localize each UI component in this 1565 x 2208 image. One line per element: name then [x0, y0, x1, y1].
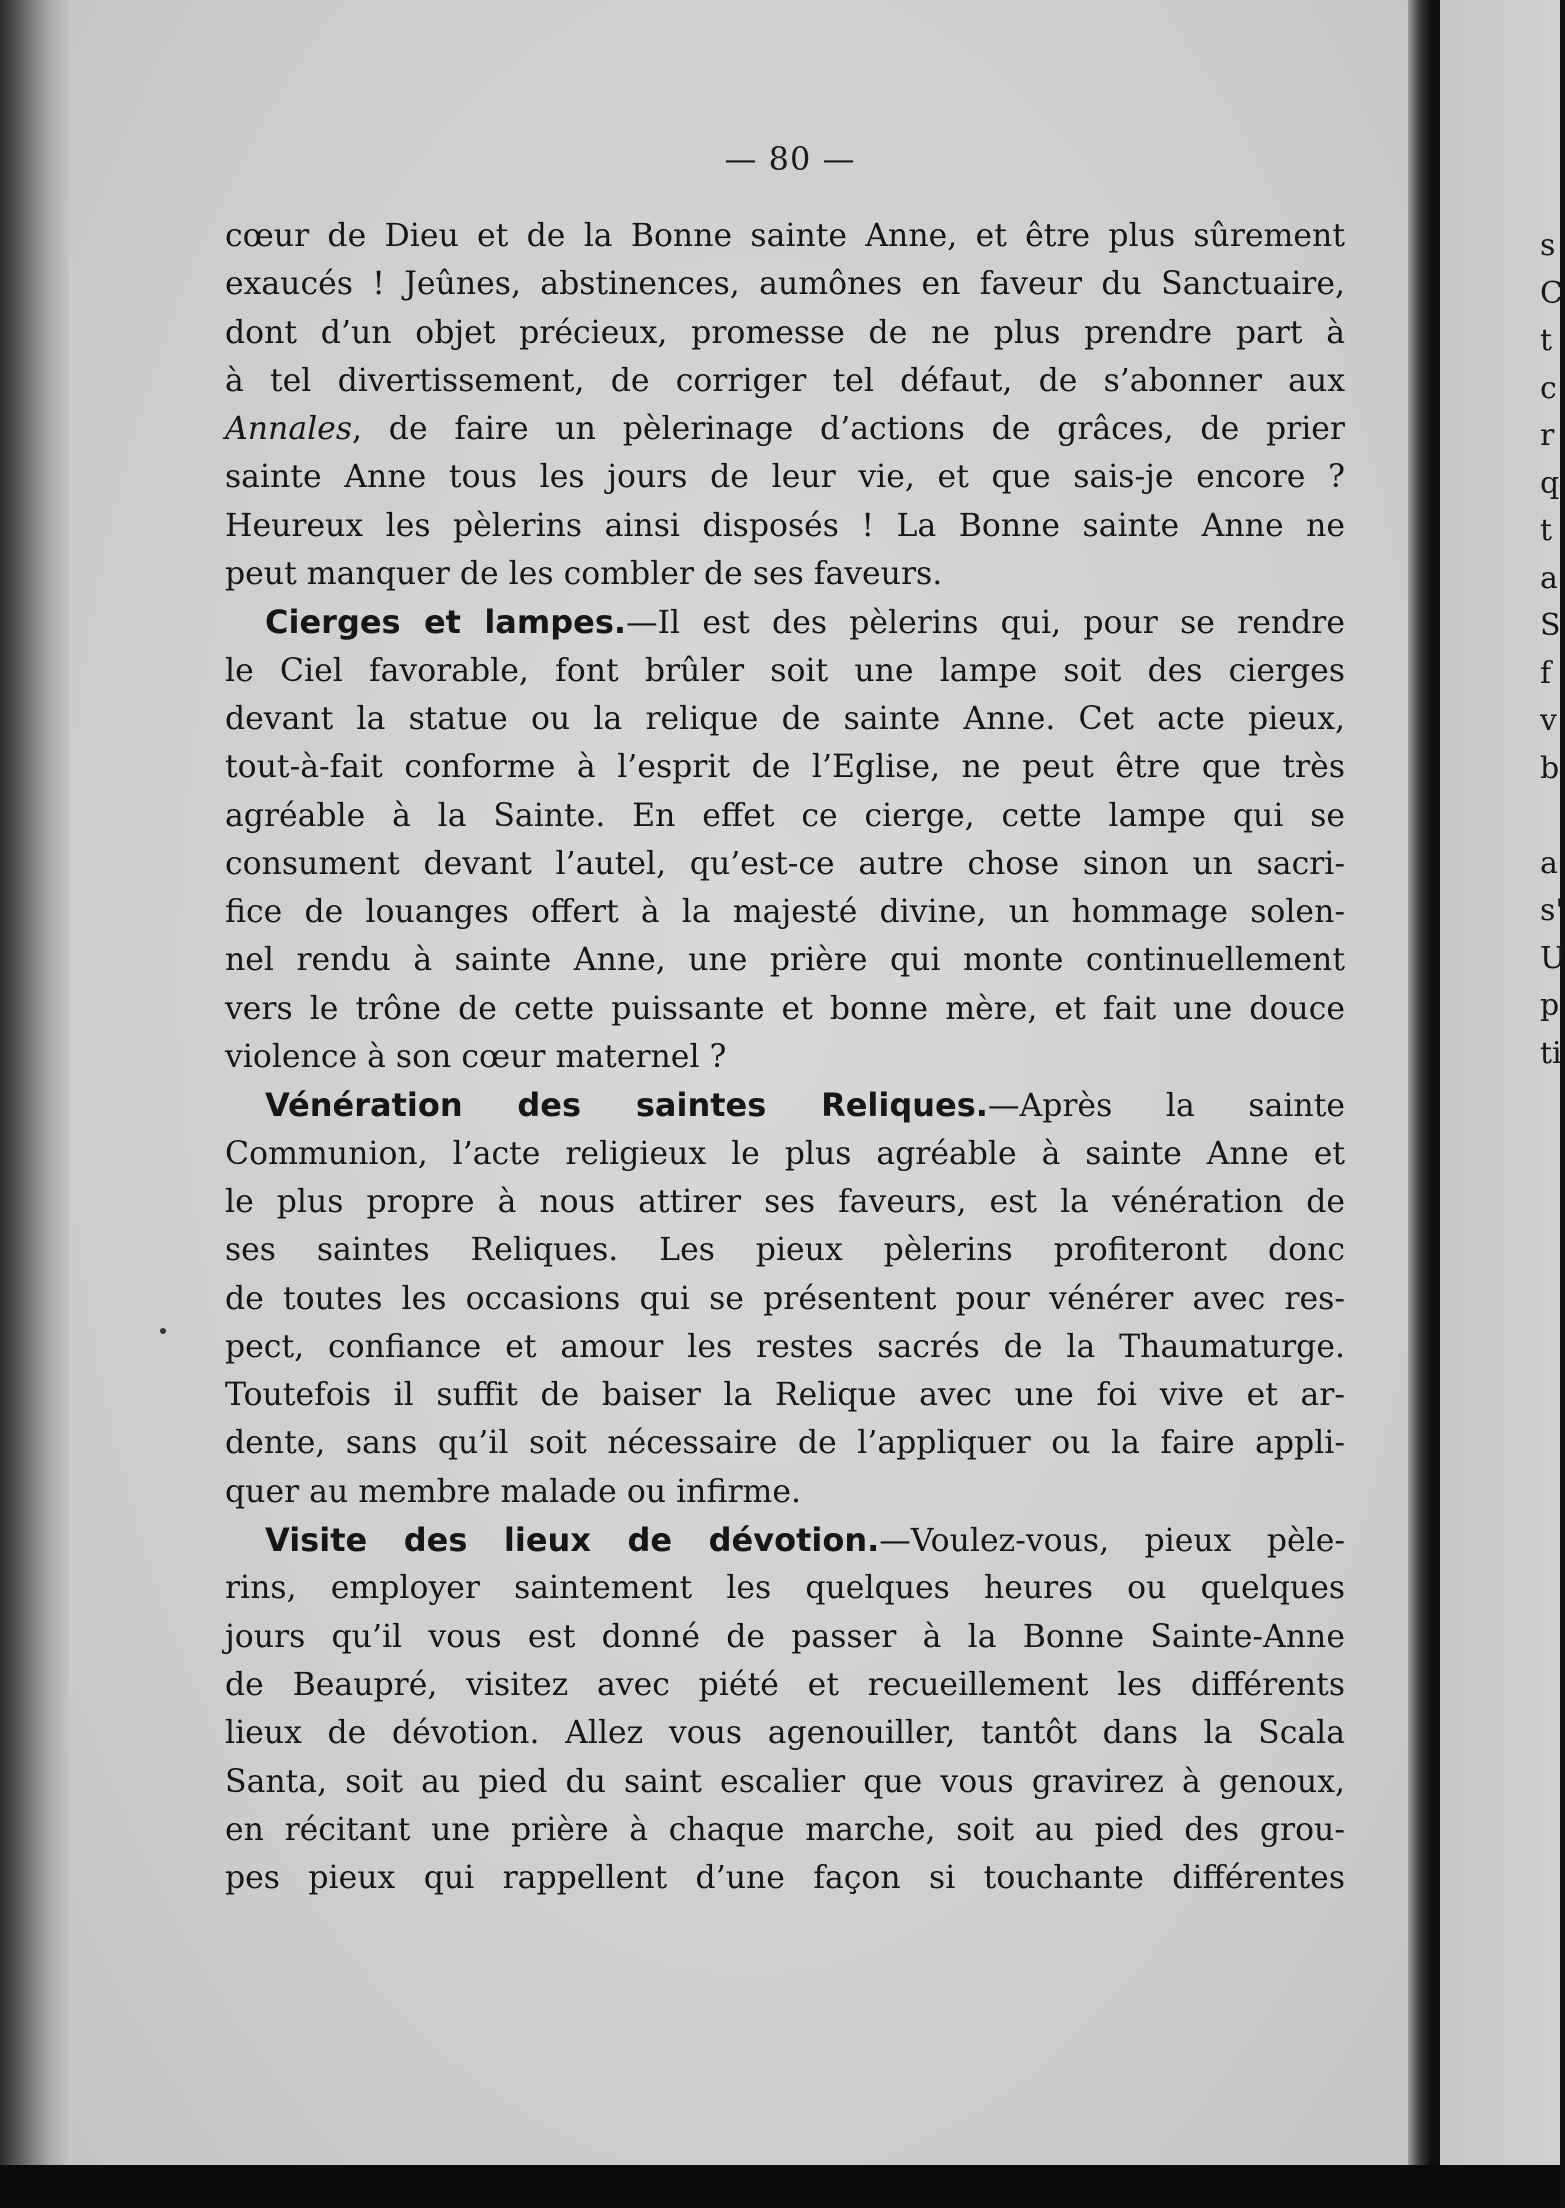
text-line: pect, confiance et amour les restes sacrés de la Thaumaturge. [225, 1328, 1345, 1365]
text-line: vers le trône de cette puissante et bonne mère, et fait une douce [225, 990, 1345, 1027]
heading-line [225, 1081, 1345, 1129]
body-text [225, 212, 1345, 1902]
scan-speck [160, 1328, 166, 1334]
heading-line [225, 598, 1345, 646]
scan-bottom-border [0, 2165, 1560, 2208]
section-heading-visite: Visite des lieux de dévotion. [265, 1521, 880, 1560]
book-gutter [1408, 0, 1430, 2165]
text-line: peut manquer de les combler de ses faveurs. [225, 556, 943, 593]
text-line: Santa, soit au pied du saint escalier que vous gravirez à genoux, [225, 1763, 1345, 1800]
facing-page-fragment: p [1540, 988, 1560, 1023]
text-line: à tel divertissement, de corriger tel défaut, de s’abonner aux [225, 362, 1345, 399]
text-line: le Ciel favorable, font brûler soit une lampe soit des cierges [225, 652, 1345, 689]
facing-page-fragment: s' [1540, 893, 1564, 928]
text-line: exaucés ! Jeûnes, abstinences, aumônes en faveur du Sanctuaire, [225, 266, 1345, 303]
facing-page-fragment: v [1540, 703, 1557, 738]
facing-page-fragment: r [1540, 418, 1555, 453]
text-line: de toutes les occasions qui se présentent pour vénérer avec res- [225, 1280, 1345, 1317]
text-run: —Après la sainte [987, 1088, 1346, 1125]
section-heading-cierges: Cierges et lampes. [265, 603, 627, 642]
text-line: Heureux les pèlerins ainsi disposés ! La Bonne sainte Anne ne [225, 507, 1345, 544]
text-line: dont d’un objet précieux, promesse de ne plus prendre part à [225, 314, 1345, 351]
facing-page-fragment: ti [1540, 1035, 1562, 1071]
facing-page-fragment: s [1540, 228, 1556, 263]
left-binding-edge [0, 0, 70, 2208]
text-line: fice de louanges offert à la majesté divine, un hommage solen- [225, 894, 1345, 931]
text-line: lieux de dévotion. Allez vous agenouiller, tantôt dans la Scala [225, 1715, 1345, 1752]
text-line: agréable à la Sainte. En effet ce cierge, cette lampe qui se [225, 797, 1345, 834]
text-line: Toutefois il suffit de baiser la Relique avec une foi vive et ar- [225, 1377, 1345, 1414]
facing-page-fragment: a [1540, 845, 1558, 881]
text-line: Communion, l’acte religieux le plus agréable à sainte Anne et [225, 1135, 1345, 1172]
text-line: devant la statue ou la relique de sainte Anne. Cet acte pieux, [225, 700, 1345, 737]
text-line: en récitant une prière à chaque marche, soit au pied des grou- [225, 1811, 1345, 1848]
text-line-annales: Annales, de faire un pèlerinage d’actions de grâces, de prier [225, 411, 1345, 448]
facing-page-fragment: f [1540, 655, 1552, 691]
text-line: de Beaupré, visitez avec piété et recueillement les différents [225, 1666, 1345, 1703]
text-line: jours qu’il vous est donné de passer à la Bonne Sainte-Anne [225, 1618, 1345, 1655]
facing-page-fragment: c [1540, 370, 1557, 406]
text-line: sainte Anne tous les jours de leur vie, et que sais-je encore ? [225, 459, 1345, 496]
text-line: le plus propre à nous attirer ses faveurs, est la vénération de [225, 1183, 1345, 1220]
text-line: consument devant l’autel, qu’est-ce autre chose sinon un sacri- [225, 845, 1345, 882]
text-line: violence à son cœur maternel ? [225, 1039, 727, 1076]
text-line: dente, sans qu’il soit nécessaire de l’appliquer ou la faire appli- [225, 1425, 1345, 1462]
heading-line [225, 1516, 1345, 1564]
gutter-shadow [1430, 0, 1440, 2165]
facing-page-fragment: S [1540, 608, 1561, 643]
text-run: —Il est des pèlerins qui, pour se rendre [626, 605, 1346, 642]
text-line: rins, employer saintement les quelques heures ou quelques [225, 1570, 1345, 1607]
page-number: — 80 — [724, 140, 856, 178]
text-line: nel rendu à sainte Anne, une prière qui monte continuellement [225, 942, 1345, 979]
text-line: tout-à-fait conforme à l’esprit de l’Eglise, ne peut être que très [225, 749, 1345, 786]
text-line: quer au membre malade ou infirme. [225, 1473, 802, 1510]
facing-page-fragment: q [1540, 465, 1560, 501]
text-line: pes pieux qui rappellent d’une façon si touchante différentes [225, 1860, 1345, 1897]
text-line: cœur de Dieu et de la Bonne sainte Anne, et être plus sûrement [225, 218, 1345, 254]
facing-page-fragment: b [1540, 750, 1560, 786]
facing-page-fragment: t [1540, 513, 1553, 548]
facing-page-fragment: U [1540, 940, 1565, 976]
italic-annales: Annales [225, 411, 352, 448]
facing-page-fragment: C [1540, 275, 1563, 311]
facing-page-fragment: t [1540, 323, 1553, 358]
text-line: ses saintes Reliques. Les pieux pèlerins profiteront donc [225, 1232, 1345, 1269]
facing-page-fragment: a [1540, 560, 1558, 596]
section-heading-veneration: Vénération des saintes Reliques. [265, 1086, 988, 1125]
text-run: —Voulez-vous, pieux pèle- [879, 1523, 1345, 1560]
